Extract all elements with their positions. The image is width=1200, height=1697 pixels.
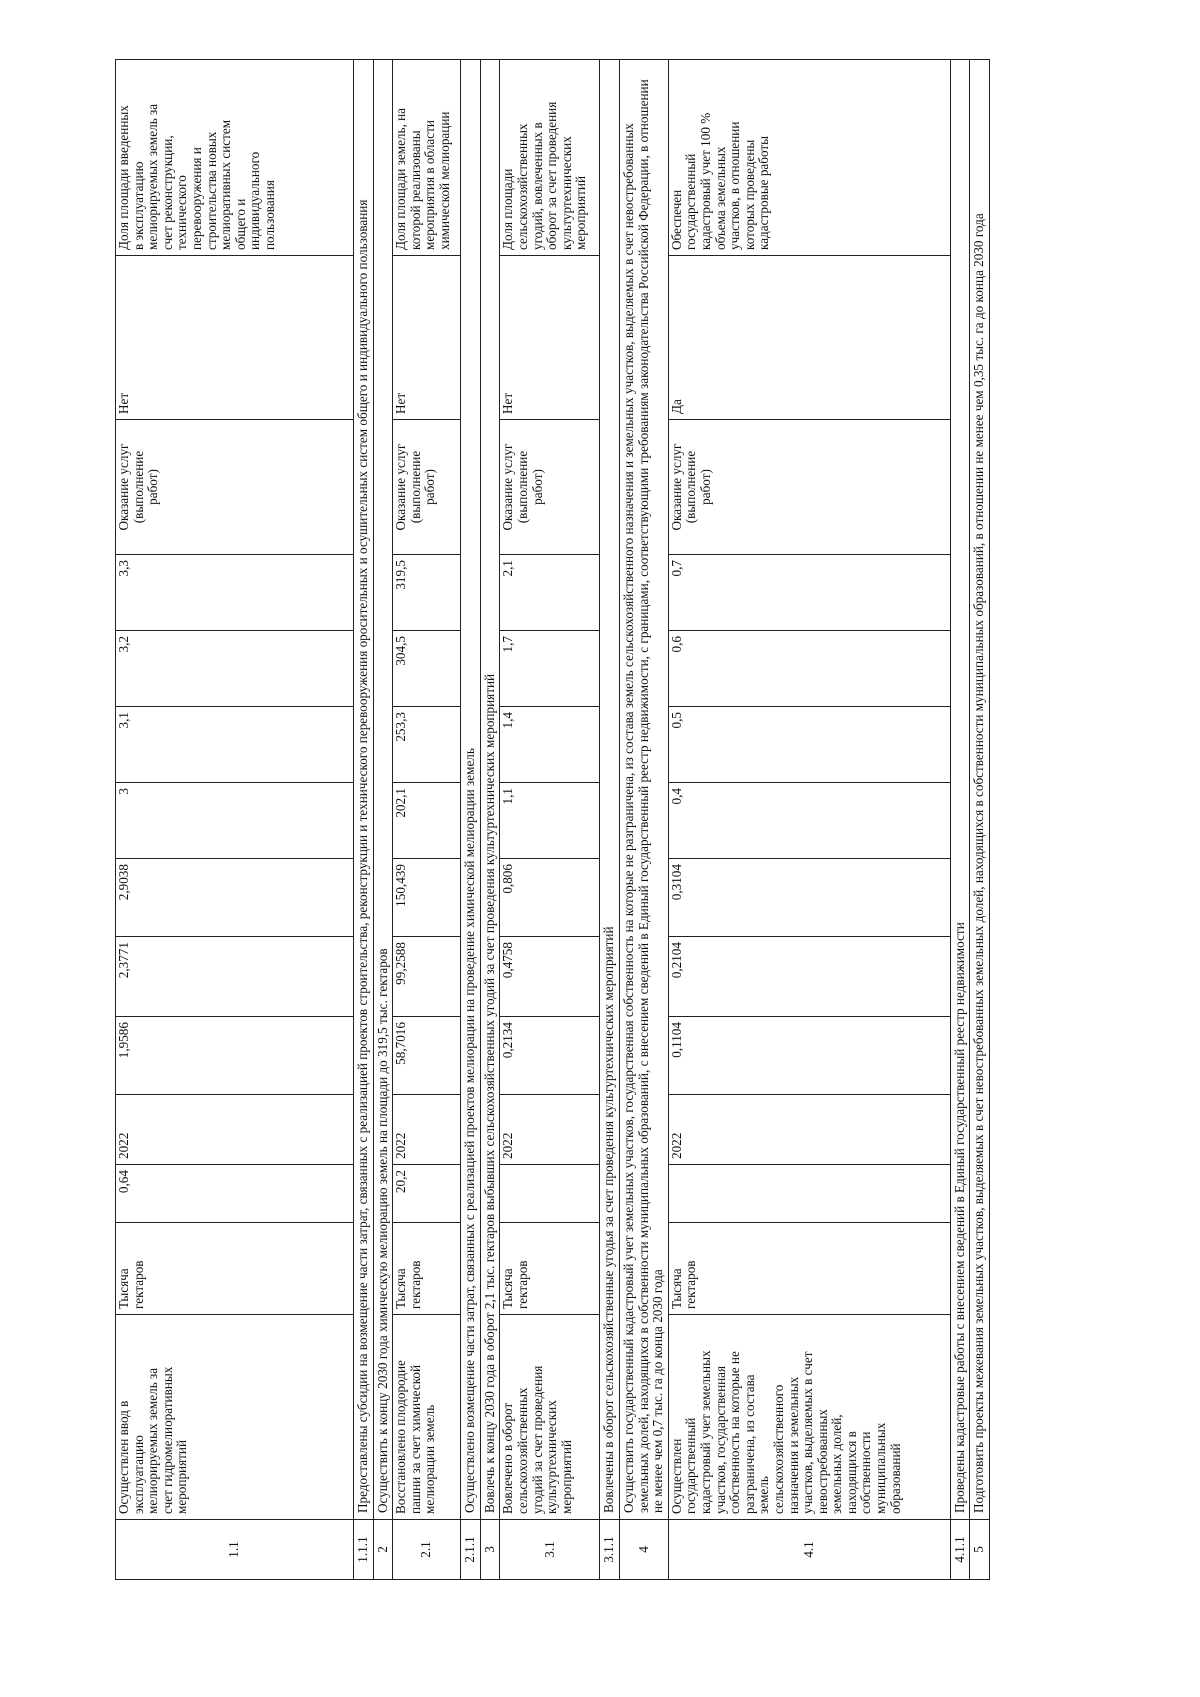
row-number: 2 [373,1520,393,1580]
result-name: Осуществлен государственный кадастровый учет земельных участков, государственная собственность на которые не разграничена, из состава земель сельскохозяйственного назначения и земельных участков, выделяемых в счет невостребованных земельных долей, находящихся в собственности муниципальных образований [668,1315,950,1520]
value-2028: 1,4 [500,707,600,783]
linked-indicator: Доля площади сельскохозяйственных угодий, вовлеченных в оборот за счет проведения культуртехнических мероприятий [500,60,600,256]
base-year: 2022 [500,1095,600,1165]
row-number: 4.1.1 [950,1520,970,1580]
table-row [373,60,393,1580]
indicators-table [115,59,990,1580]
value-2024: 1,9586 [116,1017,354,1095]
value-2030: 3,3 [116,555,354,631]
base-year: 2022 [393,1095,461,1165]
unit: Тысяча гектаров [393,1223,461,1315]
base-value: 20,2 [393,1165,461,1223]
section-text: Подготовить проекты межевания земельных участков, выделяемых в счет невостребованных земельных долей, находящихся в собственности муниципальных образований, в отношении не менее чем 0,35 тыс. га до конца 2030 года [970,60,990,1520]
result-type: Оказание услуг (выполнение работ) [500,420,600,555]
base-value: 0,64 [116,1165,354,1223]
value-2028: 3,1 [116,707,354,783]
value-2027: 0,4 [668,783,950,859]
linked-indicator: Доля площади земель, на которой реализованы мероприятия в области химической мелиорации [393,60,461,256]
flag: Нет [500,256,600,420]
value-2024: 0,2134 [500,1017,600,1095]
value-2029: 304,5 [393,631,461,707]
value-2026: 0,3104 [668,859,950,937]
result-type: Оказание услуг (выполнение работ) [393,420,461,555]
flag: Нет [116,256,354,420]
base-value [500,1165,600,1223]
table-row [393,60,461,1580]
value-2027: 1,1 [500,783,600,859]
base-value [668,1165,950,1223]
value-2030: 319,5 [393,555,461,631]
value-2027: 3 [116,783,354,859]
value-2030: 0,7 [668,555,950,631]
linked-indicator: Доля площади введенных в эксплуатацию мелиорируемых земель за счет реконструкции, технического перевооружения и строительства новых мелиоративных систем общего и индивидуального пользования [116,60,354,256]
row-number: 2.1 [393,1520,461,1580]
table-row [354,60,374,1580]
row-number: 3.1 [500,1520,600,1580]
section-text: Вовлечены в оборот сельскохозяйственные угодья за счет проведения культуртехнических мероприятий [600,60,620,1520]
flag: Да [668,256,950,420]
value-2029: 1,7 [500,631,600,707]
value-2025: 99,2588 [393,937,461,1017]
table-row [500,60,600,1580]
table-row [619,60,668,1580]
linked-indicator: Обеспечен государственный кадастровый учет 100 % объема земельных участков, в отношении которых проведены кадастровые работы [668,60,950,256]
value-2028: 253,3 [393,707,461,783]
section-text: Осуществить государственный кадастровый учет земельных участков, государственная собственность на которые не разграничена, из состава земель сельскохозяйственного назначения и земельных участков, выделяемых в счет невостребованных земельных долей, находящихся в собственности муниципальных образований, с внесением сведений в Единый государственный реестр недвижимости, с границами, соответствующими требованиям законодательства Российской Федерации, в отношении не менее чем 0,7 тыс. га до конца 2030 года [619,60,668,1520]
table-row [600,60,620,1580]
result-type: Оказание услуг (выполнение работ) [116,420,354,555]
section-text: Осуществлено возмещение части затрат, связанных с реализацией проектов мелиорации на проведение химической мелиорации земель [461,60,481,1520]
table-row [970,60,990,1580]
value-2026: 150,439 [393,859,461,937]
value-2024: 58,7016 [393,1017,461,1095]
row-number: 1.1 [116,1520,354,1580]
row-number: 1.1.1 [354,1520,374,1580]
value-2024: 0,1104 [668,1017,950,1095]
result-type: Оказание услуг (выполнение работ) [668,420,950,555]
value-2025: 2,3771 [116,937,354,1017]
unit: Тысяча гектаров [116,1223,354,1315]
row-number: 3 [480,1520,500,1580]
flag: Нет [393,256,461,420]
value-2027: 202,1 [393,783,461,859]
row-number: 3.1.1 [600,1520,620,1580]
row-number: 5 [970,1520,990,1580]
result-name: Восстановлено плодородие пашни за счет химической мелиорации земель [393,1315,461,1520]
section-text: Предоставлены субсидии на возмещение части затрат, связанных с реализацией проектов строительства, реконструкции и технического перевооружения оросительных и осушительных систем общего и индивидуального пользования [354,60,374,1520]
row-number: 4.1 [668,1520,950,1580]
value-2028: 0,5 [668,707,950,783]
row-number: 4 [619,1520,668,1580]
unit: Тысяча гектаров [668,1223,950,1315]
table-row [116,60,354,1580]
value-2029: 0,6 [668,631,950,707]
value-2030: 2,1 [500,555,600,631]
rotated-page [115,60,1070,1580]
table-row [950,60,970,1580]
section-text: Проведены кадастровые работы с внесением сведений в Единый государственный реестр недвижимости [950,60,970,1520]
table-row [480,60,500,1580]
table-row [461,60,481,1580]
result-name: Вовлечено в оборот сельскохозяйственных угодий за счет проведения культуртехнических мероприятий [500,1315,600,1520]
value-2026: 2,9038 [116,859,354,937]
unit: Тысяча гектаров [500,1223,600,1315]
table-row [668,60,950,1580]
value-2026: 0,806 [500,859,600,937]
section-text: Вовлечь к концу 2030 года в оборот 2,1 тыс. гектаров выбывших сельскохозяйственных угодий за счет проведения культуртехнических мероприятий [480,60,500,1520]
base-year: 2022 [116,1095,354,1165]
value-2029: 3,2 [116,631,354,707]
value-2025: 0,4758 [500,937,600,1017]
row-number: 2.1.1 [461,1520,481,1580]
value-2025: 0,2104 [668,937,950,1017]
section-text: Осуществить к концу 2030 года химическую мелиорацию земель на площади до 319,5 тыс. гектаров [373,60,393,1520]
result-name: Осуществлен ввод в эксплуатацию мелиорируемых земель за счет гидромелиоративных мероприятий [116,1315,354,1520]
base-year: 2022 [668,1095,950,1165]
